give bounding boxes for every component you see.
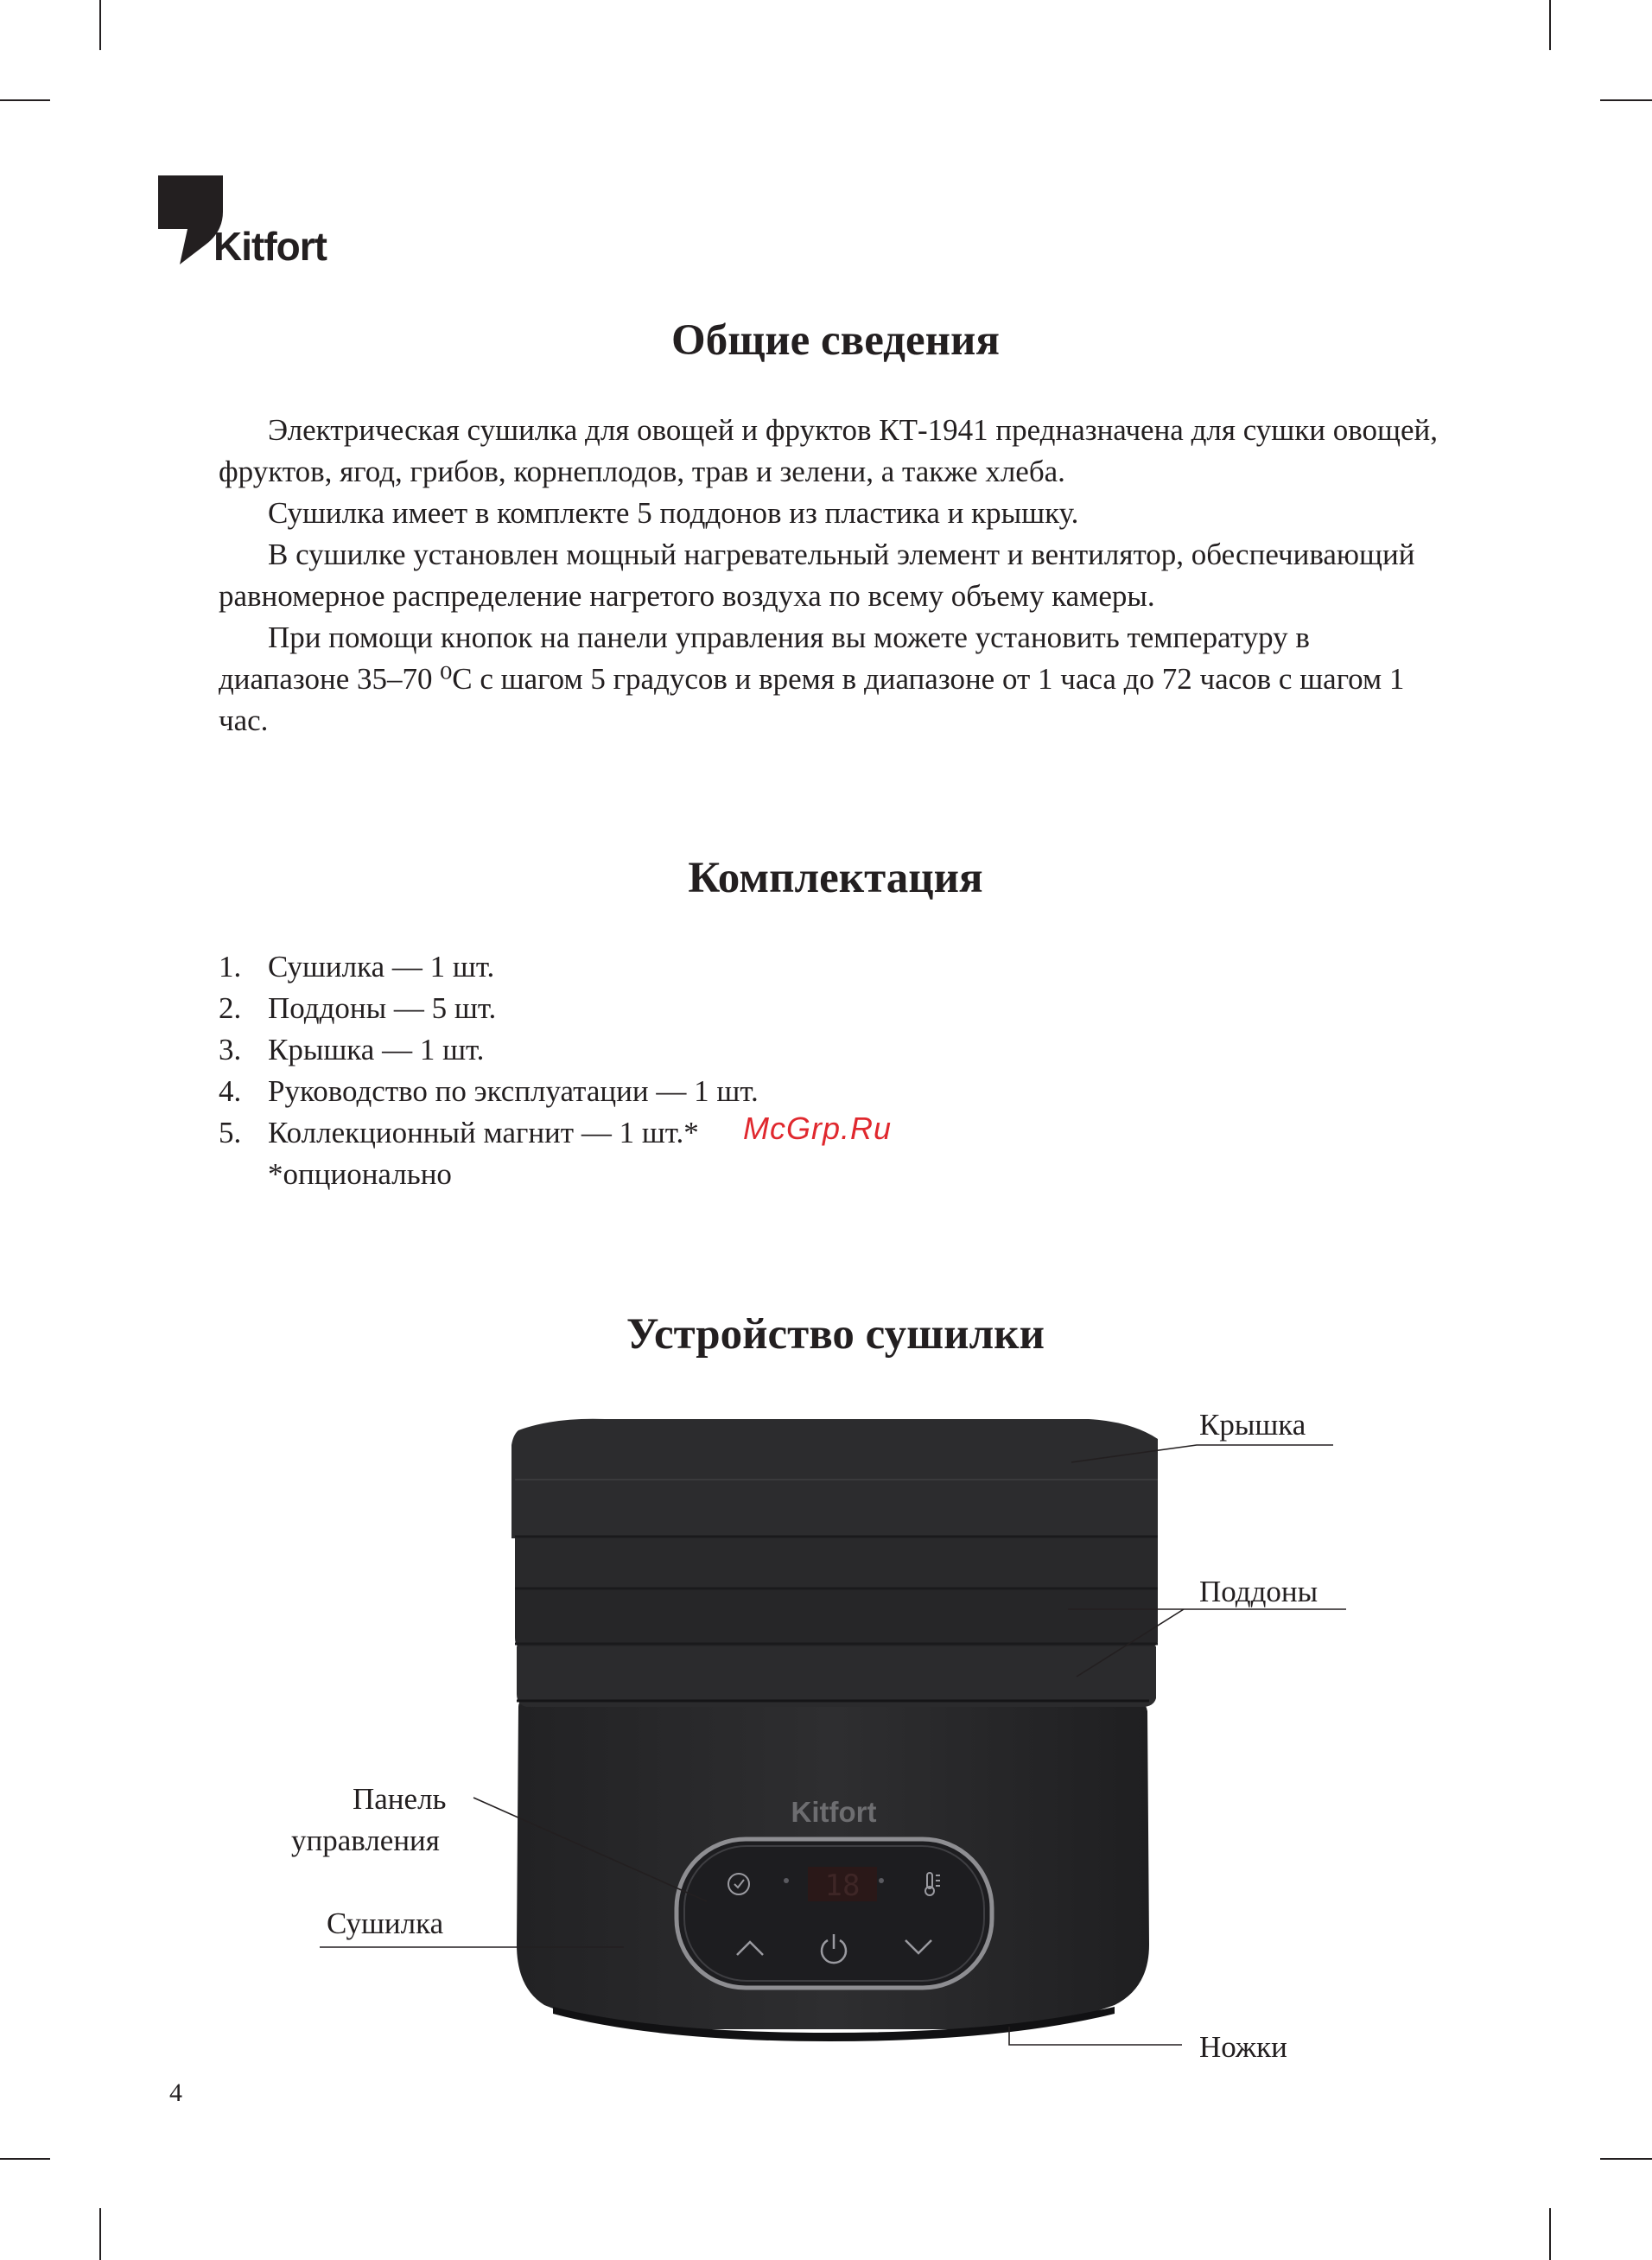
label-panel-line1: Панель	[353, 1782, 447, 1816]
package-list	[219, 946, 759, 1195]
label-panel-line2: управления	[291, 1824, 440, 1857]
crop-mark	[1549, 2208, 1551, 2260]
list-number: 4.	[219, 1074, 242, 1108]
general-info-text	[219, 410, 1446, 742]
indicator-dot	[879, 1878, 884, 1883]
optional-note: *опционально	[268, 1157, 452, 1191]
display-digits: 18	[824, 1868, 861, 1903]
label-feet: Ножки	[1199, 2030, 1287, 2064]
list-text: Крышка — 1 шт.	[268, 1033, 485, 1066]
section-title-package: Комплектация	[688, 854, 983, 902]
list-item	[219, 1071, 759, 1112]
indicator-dot	[784, 1878, 789, 1883]
section-title-general: Общие сведения	[671, 316, 1000, 365]
crop-mark	[0, 99, 50, 101]
section-title-device: Устройство сушилки	[626, 1310, 1045, 1359]
crop-mark	[1549, 0, 1551, 50]
page-number: 4	[169, 2079, 182, 2107]
paragraph: Электрическая сушилка для овощей и фруктов КТ-1941 предназначена для сушки овощей, фруктов, ягод, грибов, корнеплодов, трав и зелени, а также хлеба.	[219, 413, 1438, 488]
paragraph: Сушилка имеет в комплекте 5 поддонов из пластика и крышку.	[268, 496, 1079, 530]
device-brand-text: Kitfort	[791, 1796, 877, 1828]
list-item	[219, 1112, 759, 1154]
crop-mark	[1600, 2158, 1652, 2160]
dryer-illustration	[0, 1383, 1652, 2091]
brand-logo-text: Kitfort	[213, 224, 327, 269]
label-lid: Крышка	[1199, 1408, 1306, 1442]
crop-mark	[0, 2158, 50, 2160]
label-trays: Поддоны	[1199, 1575, 1318, 1608]
tray	[515, 1534, 1158, 1590]
list-number: 5.	[219, 1116, 242, 1149]
list-item	[219, 946, 759, 988]
list-number: 3.	[219, 1033, 242, 1066]
list-number: 2.	[219, 991, 242, 1025]
list-text: Коллекционный магнит — 1 шт.*	[268, 1116, 699, 1149]
crop-mark	[99, 0, 101, 50]
paragraph: В сушилке установлен мощный нагревательный элемент и вентилятор, обеспечивающий равномерное распределение нагретого воздуха по всему объему камеры.	[219, 538, 1415, 613]
control-panel	[677, 1839, 992, 1988]
watermark: McGrp.Ru	[743, 1111, 893, 1146]
tray	[517, 1646, 1156, 1707]
paragraph: При помощи кнопок на панели управления вы можете установить температуру в диапазоне 35–70 ⁰С с шагом 5 градусов и время в диапазоне от 1 часа до 72 часов с шагом 1 час.	[219, 621, 1405, 737]
crop-mark	[99, 2208, 101, 2260]
label-body: Сушилка	[327, 1907, 444, 1940]
list-text: Сушилка — 1 шт.	[268, 950, 495, 984]
crop-mark	[1600, 99, 1652, 101]
list-text: Поддоны — 5 шт.	[268, 991, 497, 1025]
list-text: Руководство по эксплуатации — 1 шт.	[268, 1074, 759, 1108]
lid	[511, 1419, 1158, 1538]
tray	[515, 1586, 1158, 1651]
list-item	[219, 1029, 759, 1071]
list-number: 1.	[219, 950, 242, 984]
list-item	[219, 988, 759, 1029]
